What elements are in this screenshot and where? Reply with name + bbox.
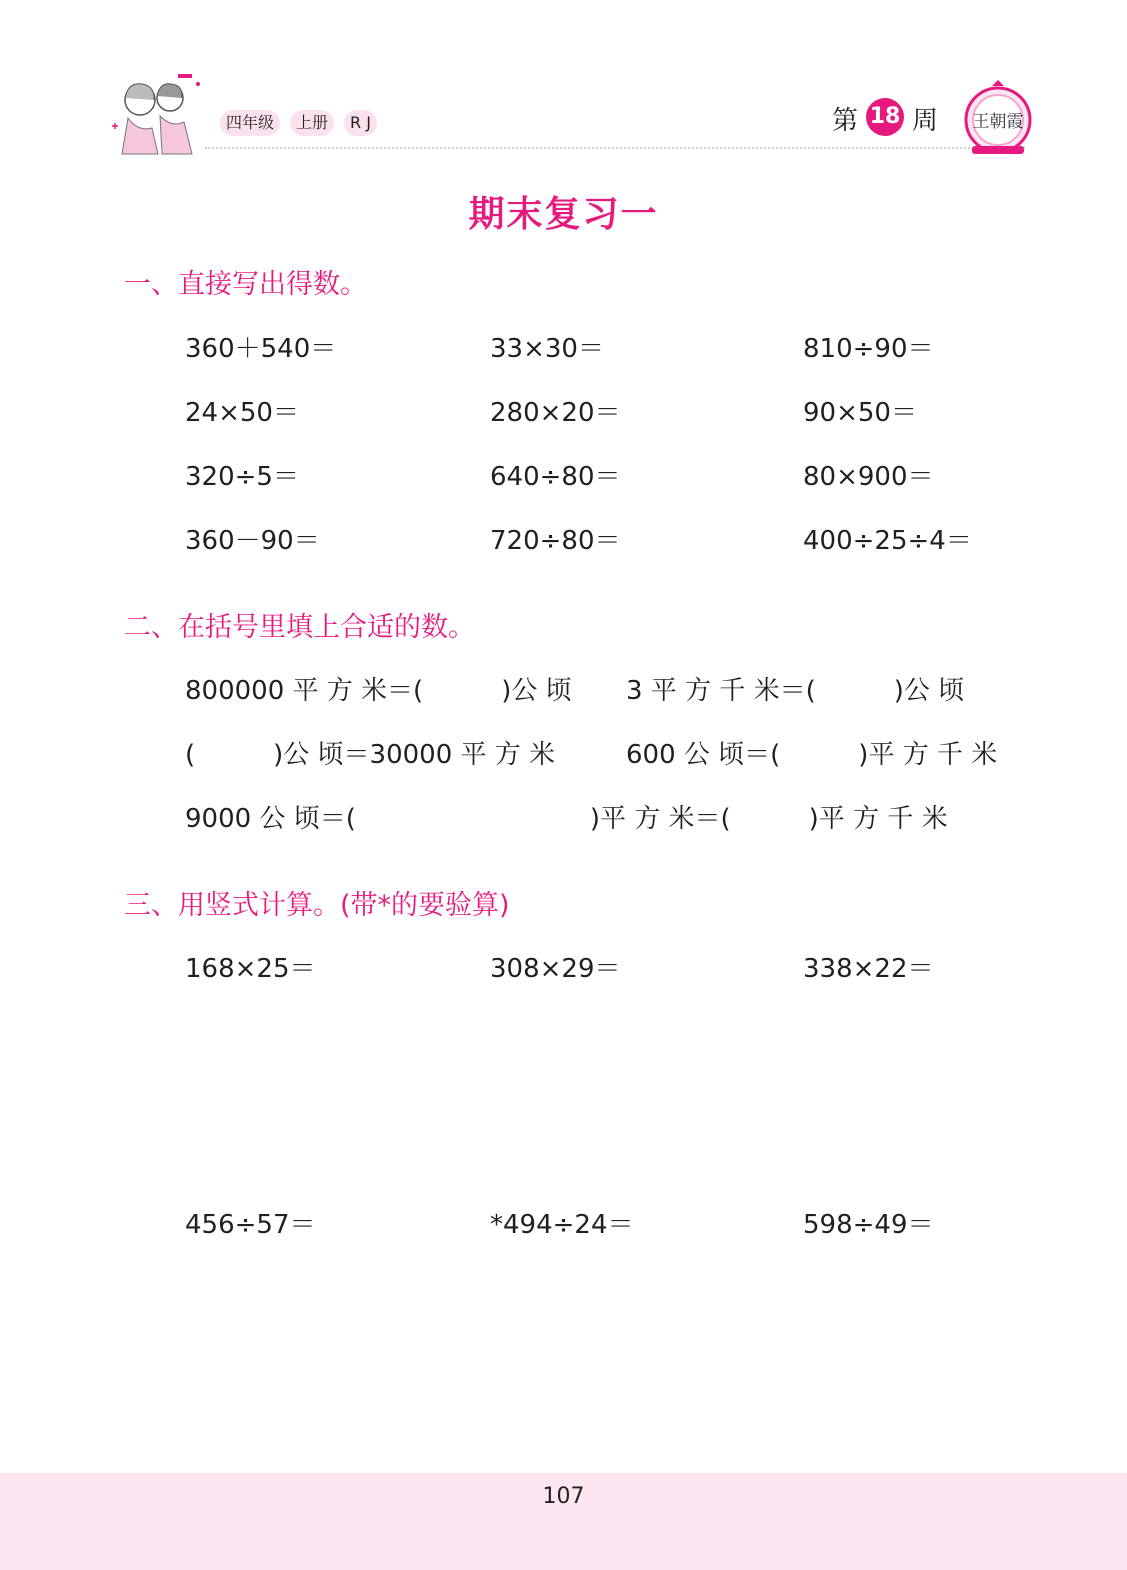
problem: 456÷57＝ bbox=[185, 1210, 316, 1240]
page-title: 期末复习一 bbox=[468, 194, 659, 235]
svg-text:王朝霞: 王朝霞 bbox=[972, 112, 1024, 132]
problem: 24×50＝ bbox=[185, 398, 299, 428]
problem: 720÷80＝ bbox=[490, 526, 621, 556]
problem: 168×25＝ bbox=[185, 954, 316, 984]
week-suffix: 周 bbox=[912, 106, 939, 136]
problem: 360－90＝ bbox=[185, 526, 320, 556]
week-prefix: 第 bbox=[832, 106, 859, 136]
fill-blank-item: ( )公 顷＝30000 平 方 米 bbox=[185, 740, 556, 770]
fill-blank-item: 9000 公 顷＝( )平 方 米＝( )平 方 千 米 bbox=[185, 804, 948, 834]
header-divider bbox=[205, 147, 1025, 149]
fill-blank-item: 3 平 方 千 米＝( )公 顷 bbox=[626, 676, 965, 706]
problem: 80×900＝ bbox=[803, 462, 934, 492]
problem: 308×29＝ bbox=[490, 954, 621, 984]
page-number: 107 bbox=[542, 1484, 585, 1509]
problem: 400÷25÷4＝ bbox=[803, 526, 972, 556]
grade-label: 四年级 bbox=[220, 110, 280, 136]
brand-logo bbox=[962, 80, 1034, 160]
kids-illustration bbox=[108, 70, 208, 158]
edition-label: R J bbox=[344, 110, 377, 136]
problem: 360＋540＝ bbox=[185, 334, 337, 364]
problem: 33×30＝ bbox=[490, 334, 604, 364]
volume-label: 上册 bbox=[290, 110, 334, 136]
problem: 598÷49＝ bbox=[803, 1210, 934, 1240]
problem: *494÷24＝ bbox=[490, 1210, 634, 1240]
problem: 280×20＝ bbox=[490, 398, 621, 428]
problem: 338×22＝ bbox=[803, 954, 934, 984]
section1-heading: 一、直接写出得数。 bbox=[124, 269, 367, 300]
problem: 320÷5＝ bbox=[185, 462, 299, 492]
section2-heading: 二、在括号里填上合适的数。 bbox=[124, 612, 475, 643]
week-number-badge: 18 bbox=[866, 98, 904, 136]
section3-heading: 三、用竖式计算。(带*的要验算) bbox=[124, 890, 510, 921]
problem: 810÷90＝ bbox=[803, 334, 934, 364]
problem: 90×50＝ bbox=[803, 398, 917, 428]
problem: 640÷80＝ bbox=[490, 462, 621, 492]
fill-blank-item: 800000 平 方 米＝( )公 顷 bbox=[185, 676, 572, 706]
fill-blank-item: 600 公 顷＝( )平 方 千 米 bbox=[626, 740, 998, 770]
